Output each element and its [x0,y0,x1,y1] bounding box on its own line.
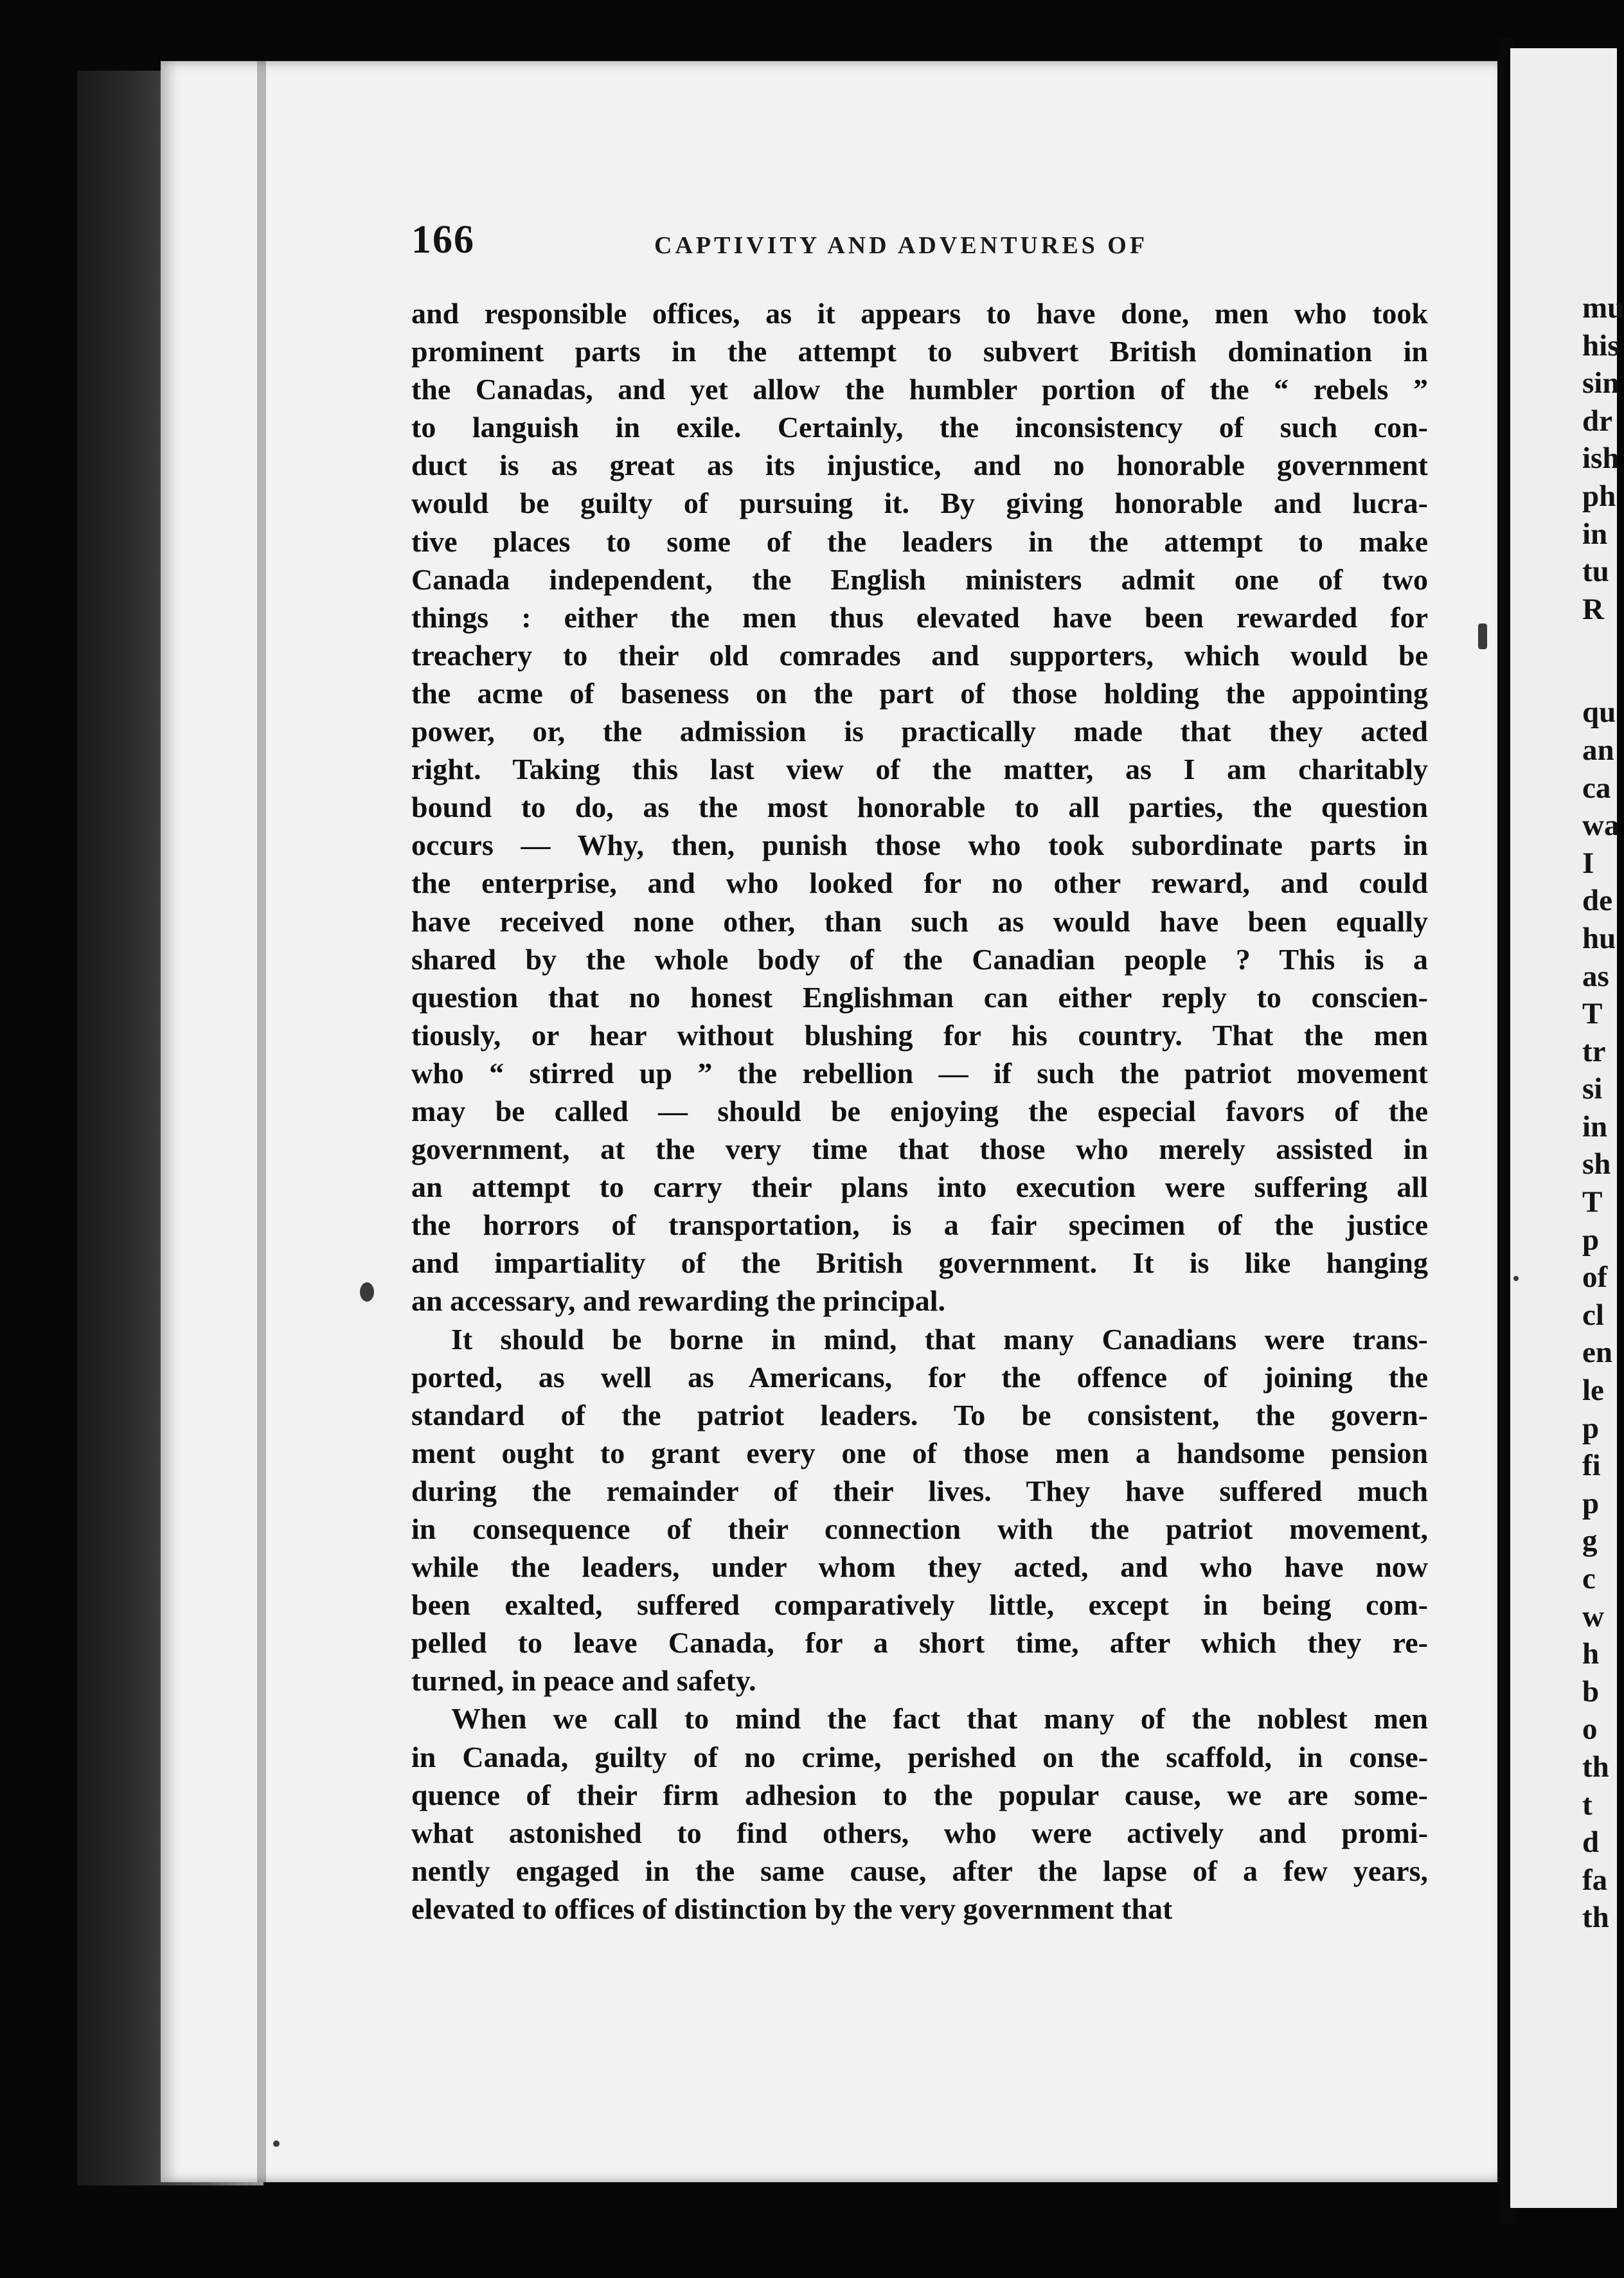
text-line: been exalted, suffered comparatively little, except in being com- [411,1588,1428,1622]
facing-page-fragment: w [1582,1599,1604,1633]
facing-page-fragment: cl [1582,1298,1604,1332]
text-line: standard of the patriot leaders. To be consistent, the govern- [411,1398,1428,1431]
text-line: who “ stirred up ” the rebellion — if such the patriot movement [411,1056,1428,1090]
facing-page-fragment: ph [1582,479,1616,513]
text-line: during the remainder of their lives. They have suffered much [411,1474,1428,1507]
running-head: CAPTIVITY AND ADVENTURES OF [654,232,1148,259]
facing-page-fragment: b [1582,1674,1600,1708]
facing-page-fragment: p [1582,1223,1600,1257]
facing-page-fragment: in [1582,1109,1608,1143]
facing-page-fragment: th [1582,1750,1609,1784]
text-line: the enterprise, and who looked for no other reward, and could [411,866,1428,900]
facing-page-fragment: dr [1582,404,1612,438]
facing-page-fragment: p [1582,1486,1600,1520]
text-line: Canada independent, the English ministers admit one of two [411,562,1428,596]
facing-page-fragment: his [1582,328,1620,363]
facing-page-fragment: sh [1582,1147,1611,1181]
facing-page-fragment: mu [1582,291,1624,325]
text-line: in Canada, guilty of no crime, perished on the scaffold, in conse- [411,1740,1428,1773]
ink-speck [1513,1276,1519,1281]
facing-page-fragment: g [1582,1524,1598,1558]
facing-page-fragment: de [1582,884,1612,918]
facing-page-gap [1582,628,1617,694]
facing-page-fragment: I [1582,846,1594,880]
ink-speck [360,1282,374,1302]
facing-page-text [1582,289,1624,1937]
facing-page-fragment: ca [1582,771,1611,805]
text-line: in consequence of their connection with the patriot movement, [411,1512,1428,1545]
text-line: the acme of baseness on the part of those holding the appointing [411,676,1428,710]
text-line: quence of their firm adhesion to the popular cause, we are some- [411,1778,1428,1811]
text-line: ment ought to grant every one of those men a handsome pension [411,1436,1428,1469]
facing-page-fragment: hu [1582,921,1616,955]
text-line: shared by the whole body of the Canadian people ? This is a [411,942,1428,976]
text-line: power, or, the admission is practically made that they acted [411,715,1428,748]
facing-page-fragment: T [1582,1185,1603,1219]
facing-page-fragment: p [1582,1411,1600,1445]
text-line: right. Taking this last view of the matter, as I am charitably [411,753,1428,786]
facing-page-fragment: fi [1582,1449,1601,1483]
text-line: elevated to offices of distinction by the very government that [411,1892,1173,1925]
facing-page-fragment: fa [1582,1863,1608,1897]
text-line: occurs — Why, then, punish those who took subordinate parts in [411,829,1428,862]
text-line: pelled to leave Canada, for a short time, after which they re- [411,1626,1428,1660]
facing-page-fragment: en [1582,1336,1612,1370]
facing-page-fragment: o [1582,1712,1598,1746]
facing-page-fragment: as [1582,959,1609,993]
facing-page-fragment: T [1582,997,1603,1031]
facing-page-fragment: of [1582,1260,1608,1295]
text-line: nently engaged in the same cause, after the lapse of a few years, [411,1854,1428,1887]
facing-page-fragment: an [1582,733,1614,767]
page-gutter-shadow [257,61,266,2182]
text-line: an accessary, and rewarding the principal. [411,1284,946,1318]
facing-page-fragment: tr [1582,1034,1606,1068]
facing-page-fragment: qu [1582,695,1616,730]
text-line: the Canadas, and yet allow the humbler portion of the “ rebels ” [411,373,1428,406]
text-line: have received none other, than such as would have been equally [411,904,1428,938]
facing-page-fragment: d [1582,1825,1600,1860]
facing-page-fragment: wa [1582,809,1620,843]
text-line: and responsible offices, as it appears to have done, men who took [411,297,1428,330]
facing-page-fragment: sin [1582,366,1620,400]
facing-page-fragment: R [1582,592,1604,626]
text-line: may be called — should be enjoying the especial favors of the [411,1094,1428,1127]
facing-page-fragment: le [1582,1374,1604,1408]
text-line: the horrors of transportation, is a fair specimen of the justice [411,1208,1428,1242]
facing-page-fragment: ish [1582,442,1620,476]
text-line: while the leaders, under whom they acted, and who have now [411,1550,1428,1584]
text-line: government, at the very time that those who merely assisted in [411,1133,1428,1166]
text-line: things : either the men thus elevated have been rewarded for [411,600,1428,634]
text-line: duct is as great as its injustice, and no honorable government [411,449,1428,482]
text-line: tive places to some of the leaders in the attempt to make [411,525,1428,558]
text-line: question that no honest Englishman can either reply to conscien- [411,980,1428,1014]
facing-page-fragment: in [1582,517,1608,551]
page-number: 166 [411,218,475,262]
facing-page-fragment: si [1582,1072,1603,1106]
facing-page-fragment: tu [1582,555,1609,589]
ink-speck [1478,623,1487,649]
text-line: bound to do, as the most honorable to all parties, the question [411,791,1428,824]
running-header [411,217,1427,269]
ink-speck [273,2140,280,2147]
text-line: to languish in exile. Certainly, the inconsistency of such con- [411,411,1428,444]
facing-page-fragment: th [1582,1901,1609,1935]
text-line: treachery to their old comrades and supporters, which would be [411,638,1428,672]
text-line: It should be borne in mind, that many Canadians were trans- [451,1322,1428,1356]
text-line: tiously, or hear without blushing for his country. That the men [411,1018,1428,1052]
facing-page-fragment: t [1582,1788,1593,1822]
text-line: an attempt to carry their plans into execution were suffering all [411,1170,1428,1204]
text-line: turned, in peace and safety. [411,1664,756,1698]
text-line: and impartiality of the British government. It is like hanging [411,1246,1428,1280]
text-line: what astonished to find others, who were actively and promi- [411,1816,1428,1849]
text-line: ported, as well as Americans, for the offence of joining the [411,1360,1428,1394]
facing-page-fragment: c [1582,1562,1596,1595]
body-text [411,294,1428,1928]
text-line: When we call to mind the fact that many of the noblest men [451,1702,1428,1735]
facing-page-fragment: h [1582,1637,1600,1671]
text-line: prominent parts in the attempt to subvert British domination in [411,335,1428,368]
text-line: would be guilty of pursuing it. By giving honorable and lucra- [411,487,1428,520]
